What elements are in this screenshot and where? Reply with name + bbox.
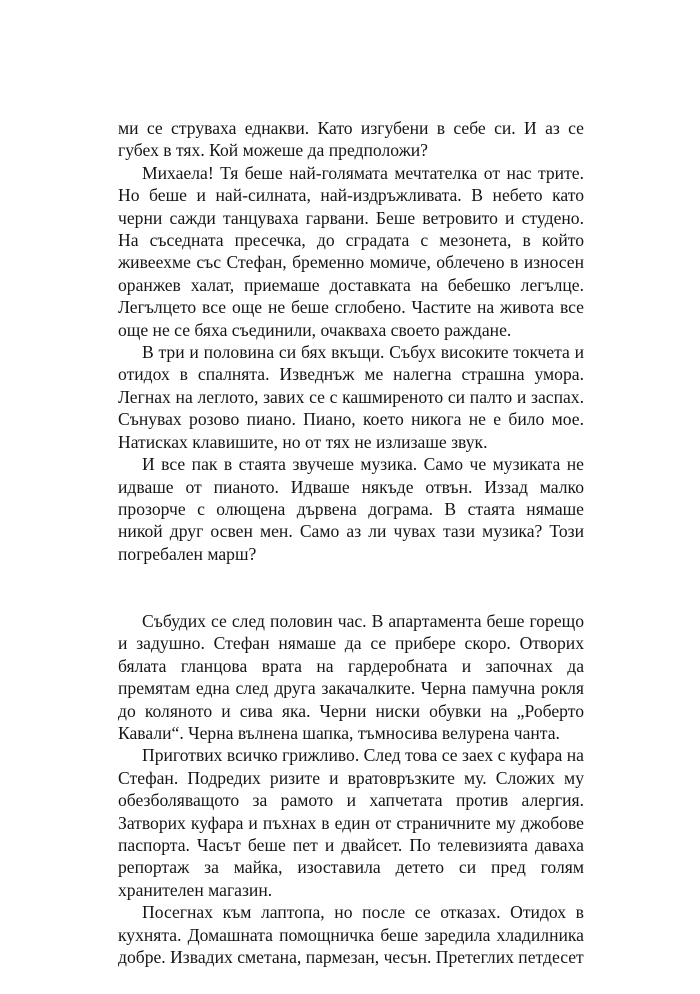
paragraph-continued: ми се струваха еднакви. Като изгубени в себе си. И аз се губех в тях. Кой можеше да предположи? — [118, 118, 584, 161]
paragraph: В три и половина си бях вкъщи. Събух високите токчета и отидох в спалнята. Изведнъж ме налегна страшна умора. Легнах на леглото, завих се с кашмиреното си палто и заспах. Сънувах розово пиано. Пиано, което никога не е било мое. Натисках клавишите, но от тях не излизаше звук. — [118, 342, 584, 452]
paragraph: Приготвих всичко грижливо. След това се заех с куфара на Стефан. Подредих ризите и вратовръзките му. Сложих му обезболяващото за рамото и хапчетата против алергия. Затворих куфара и пъхнах в един от страничните му джобове паспорта. Часът беше пет и двайсет. По телевизията даваха репортаж за майка, изоставила детето си пред голям хранителен магазин. — [118, 745, 584, 900]
paragraph: Михаела! Тя беше най-голямата мечтателка от нас трите. Но беше и най-силната, най-издръжливата. В небето като черни сажди танцуваха гарвани. Беше ветровито и студено. На съседната пресечка, до сградата с мезонета, в който живеехме със Стефан, бременно момиче, облечено в износен оранжев халат, приемаше доставката на бебешко легълце. Легълцето все още не беше сглобено. Частите на живота все още не се бяха съединили, очакваха своето раждане. — [118, 162, 584, 340]
paragraph: Събудих се след половин час. В апартамента беше горещо и задушно. Стефан нямаше да се прибере скоро. Отворих бялата гланцова врата на гардеробната и започнах да премятам една след друга закачалките. Черна памучна рокля до коляното и сива яка. Черни ниски обувки на „Роберто Кавали“. Черна вълнена шапка, тъмносива велурена чанта. — [118, 610, 584, 743]
section-break — [118, 565, 584, 610]
paragraph-continues: Посегнах към лаптопа, но после се отказах. Отидох в кухнята. Домашната помощничка беше заредила хладилника добре. Извадих сметана, пармезан, чесън. Претеглих петдесет — [118, 902, 584, 968]
book-page — [118, 117, 584, 968]
paragraph: И все пак в стаята звучеше музика. Само че музиката не идваше от пианото. Идваше някъде отвън. Иззад малко прозорче с олющена дървена дограма. В стаята нямаше никой друг освен мен. Само аз ли чувах тази музика? Този погребален марш? — [118, 454, 584, 564]
